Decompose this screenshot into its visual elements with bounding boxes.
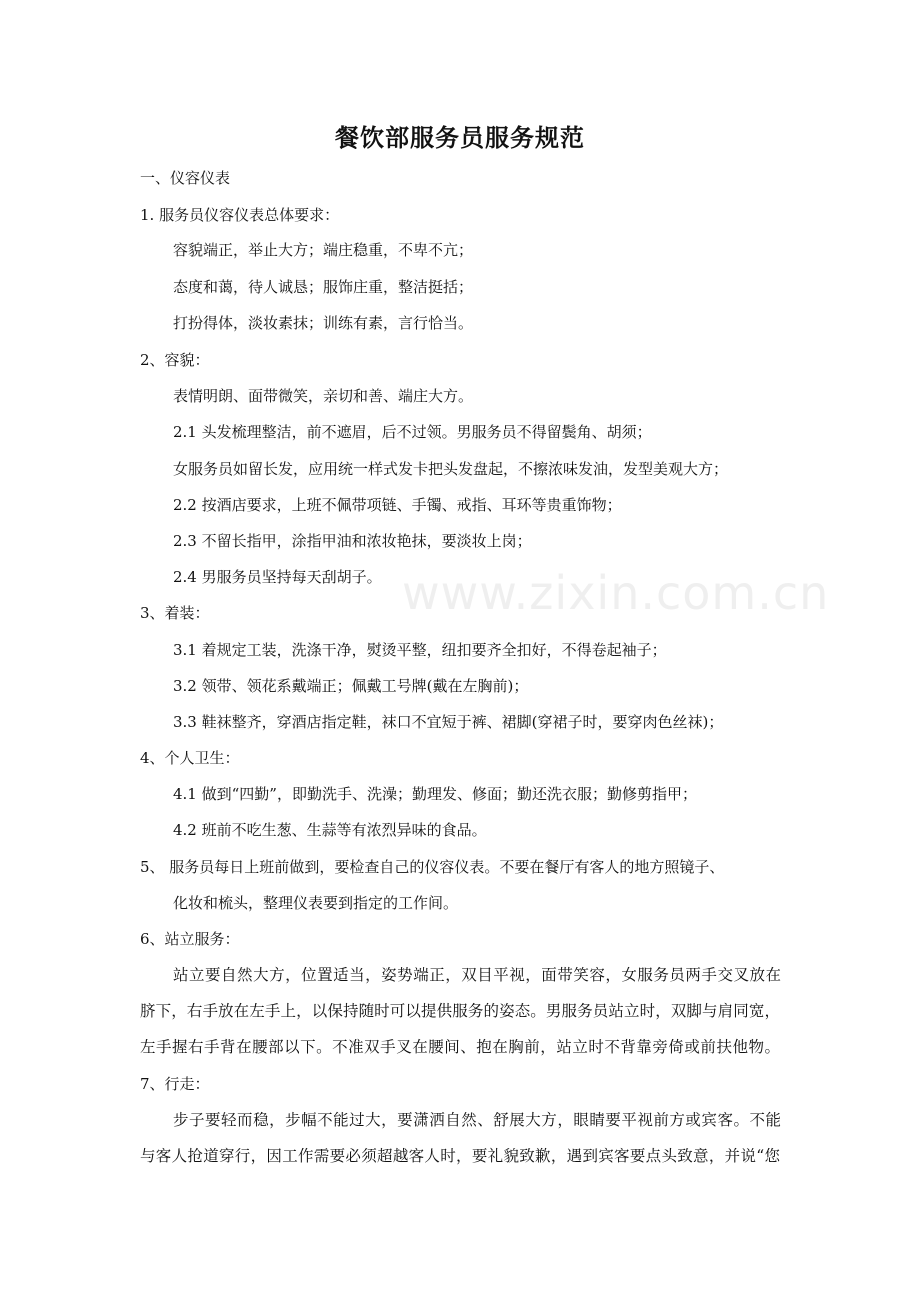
text-line: 表情明朗、面带微笑，亲切和善、端庄大方。 [173, 387, 474, 405]
text-line: 站立要自然大方，位置适当，姿势端正，双目平视，面带笑容，女服务员两手交叉放在 [173, 966, 781, 984]
text-line: 化妆和梳头，整理仪表要到指定的工作间。 [173, 894, 459, 912]
text-line: 4.1 做到“四勤”，即勤洗手、洗澡；勤理发、修面；勤还洗衣服；勤修剪指甲； [173, 785, 697, 803]
page-title: 餐饮部服务员服务规范 [335, 124, 585, 152]
text-line: 2.1 头发梳理整洁，前不遮眉，后不过领。男服务员不得留鬓角、胡须； [173, 423, 652, 441]
text-line: 脐下，右手放在左手上，以保持随时可以提供服务的姿态。男服务员站立时，双脚与肩同宽， [140, 1002, 780, 1020]
text-line: 3.2 领带、领花系戴端正；佩戴工号牌(戴在左胸前)； [173, 677, 529, 695]
text-line: 左手握右手背在腰部以下。不准双手叉在腰间、抱在胸前，站立时不背靠旁倚或前扶他物。 [140, 1038, 780, 1056]
subsection-heading-general: 1. 服务员仪容仪表总体要求： [140, 206, 340, 224]
text-line: 2.2 按酒店要求，上班不佩带项链、手镯、戒指、耳环等贵重饰物； [173, 496, 622, 514]
watermark: www.zixin.com.cn [402, 566, 830, 620]
text-line: 3.1 着规定工装，洗涤干净，熨烫平整，纽扣要齐全扣好，不得卷起袖子； [173, 641, 667, 659]
text-line: 5、 服务员每日上班前做到，要检查自己的仪容仪表。不要在餐厅有客人的地方照镜子、 [140, 858, 725, 876]
text-line: 步子要轻而稳，步幅不能过大，要潇洒自然、舒展大方，眼睛要平视前方或宾客。不能 [173, 1111, 781, 1129]
text-line: 女服务员如留长发，应用统一样式发卡把头发盘起，不擦浓味发油，发型美观大方； [173, 460, 729, 478]
text-line: 容貌端正，举止大方；端庄稳重，不卑不亢； [173, 241, 474, 259]
text-line: 与客人抢道穿行，因工作需要必须超越客人时，要礼貌致歉，遇到宾客要点头致意，并说“您 [140, 1147, 780, 1165]
text-line: 4.2 班前不吃生葱、生蒜等有浓烈异味的食品。 [173, 821, 487, 839]
subsection-heading-standing: 6、站立服务： [140, 930, 240, 948]
subsection-heading-walking: 7、行走： [140, 1075, 210, 1093]
text-line: 2.4 男服务员坚持每天刮胡子。 [173, 568, 382, 586]
text-line: 2.3 不留长指甲，涂指甲油和浓妆艳抹，要淡妆上岗； [173, 532, 532, 550]
subsection-heading-looks: 2、容貌： [140, 351, 210, 369]
subsection-heading-dress: 3、着装： [140, 604, 210, 622]
text-line: 3.3 鞋袜整齐，穿酒店指定鞋，袜口不宜短于裤、裙脚(穿裙子时，要穿肉色丝袜)； [173, 713, 724, 731]
section-heading-appearance: 一、仪容仪表 [140, 169, 231, 187]
text-line: 态度和蔼，待人诚恳；服饰庄重，整洁挺括； [173, 278, 474, 296]
subsection-heading-hygiene: 4、个人卫生： [140, 749, 240, 767]
text-line: 打扮得体，淡妆素抹；训练有素，言行恰当。 [173, 314, 474, 332]
